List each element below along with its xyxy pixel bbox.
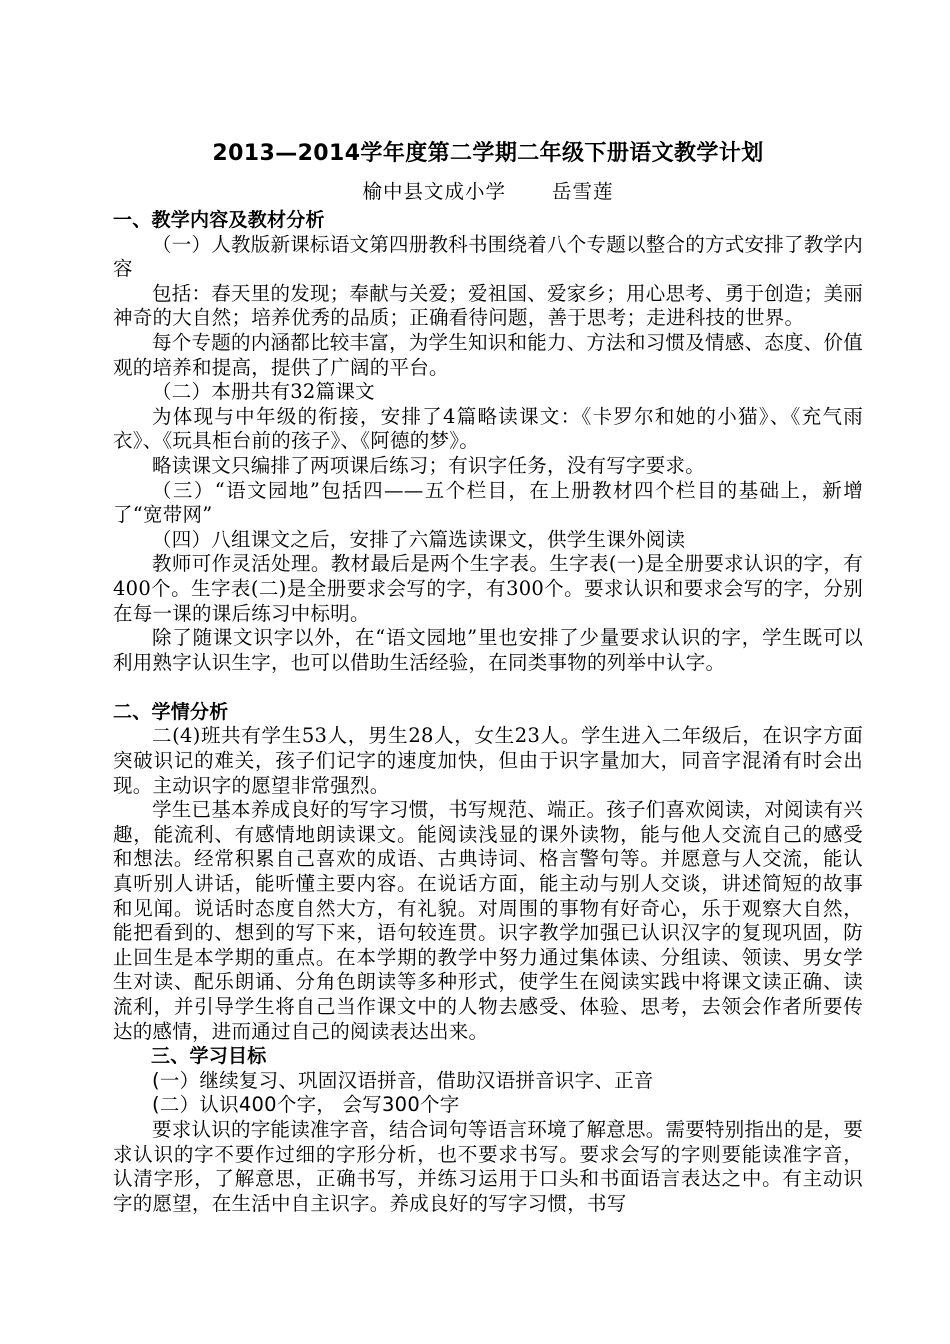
school-name: 榆中县文成小学 (362, 180, 506, 203)
paragraph: 学生已基本养成良好的写字习惯，书写规范、端正。孩子们喜欢阅读，对阅读有兴趣，能流利、有感情地朗读课文。能阅读浅显的课外读物，能与他人交流自己的感受和想法。经常积累自己喜欢的成语、古典诗词、格言警句等。并愿意与人交流，能认真听别人讲话，能听懂主要内容。在说话方面，能主动与别人交谈，讲述简短的故事和见闻。说话时态度自然大方，有礼貌。对周围的事物有好奇心，乐于观察大自然，能把看到的、想到的写下来，语句较连贯。识字教学加强已认识汉字的复现巩固，防止回生是本学期的重点。在本学期的教学中努力通过集体读、分组读、领读、男女学生对读、配乐朗诵、分角色朗读等多种形式，使学生在阅读实践中将课文读正确、读流利，并引导学生将自己当作课文中的人物去感受、体验、思考，去领会作者所要传达的感情，进而通过自己的阅读表达出来。 (113, 798, 864, 1043)
paragraph: （三）“语文园地”包括四——五个栏目，在上册教材四个栏目的基础上，新增了“宽带网” (113, 478, 863, 527)
document-page (113, 128, 863, 1216)
paragraph: 每个专题的内涵都比较丰富，为学生知识和能力、方法和习惯及情感、态度、价值观的培养和提高，提供了广阔的平台。 (113, 330, 864, 379)
document-title: 2013—2014学年度第二学期二年级下册语文教学计划 (212, 141, 764, 166)
paragraph: （四）八组课文之后，安排了六篇选读课文，供学生课外阅读 (152, 527, 686, 551)
paragraph: 要求认识的字能读准字音，结合词句等语言环境了解意思。需要特别指出的是，要求认识的字不要作过细的字形分析，也不要求书写。要求会写的字则要能读准字音，认清字形，了解意思，正确书写，并练习运用于口头和书面语言表达之中。有主动识字的愿望，在生活中自主识字。养成良好的写字习惯，书写 (113, 1117, 864, 1215)
paragraph: 略读课文只编排了两项课后练习；有识字任务，没有写字要求。 (152, 453, 706, 477)
author-line (113, 176, 863, 208)
paragraph: 二(4)班共有学生53人，男生28人，女生23人。学生进入二年级后，在识字方面突破识记的难关，孩子们记字的速度加快，但由于识字量加大，同音字混淆有时会出现。主动识字的愿望非常强烈。 (113, 724, 863, 797)
author-name: 岳雪莲 (552, 180, 614, 203)
section-heading: 三、学习目标 (151, 1045, 267, 1068)
blank-line (113, 675, 863, 700)
paragraph: 除了随课文识字以外，在“语文园地”里也安排了少量要求认识的字，学生既可以利用熟字认识生字，也可以借助生活经验，在同类事物的列举中认字。 (113, 626, 863, 674)
paragraph: （二）本册共有32篇课文 (152, 380, 375, 404)
paragraph: 为体现与中年级的衔接，安排了4篇略读课文：《卡罗尔和她的小猫》、《充气雨衣》、《玩具柜台前的孩子》、《阿德的梦》。 (113, 404, 863, 453)
paragraph: 教师可作灵活处理。教材最后是两个生字表。生字表(一)是全册要求认识的字，有400个。生字表(二)是全册要求会写的字，有300个。要求认识和要求会写的字，分别在每一课的课后练习中标明。 (113, 552, 863, 625)
paragraph: 包括：春天里的发现；奉献与关爱；爱祖国、爱家乡；用心思考、勇于创造；美丽神奇的大自然；培养优秀的品质；正确看待问题，善于思考；走进科技的世界。 (113, 281, 864, 330)
section-heading: 一、教学内容及教材分析 (113, 209, 325, 231)
paragraph: (二）认识400个字， 会写300个字 (152, 1093, 460, 1117)
paragraph: （一）人教版新课标语文第四册教科书围绕着八个专题以整合的方式安排了教学内容 (113, 232, 864, 281)
section-heading: 二、学情分析 (113, 700, 229, 723)
paragraph: (一）继续复习、巩固汉语拼音，借助汉语拼音识字、正音 (152, 1068, 654, 1092)
